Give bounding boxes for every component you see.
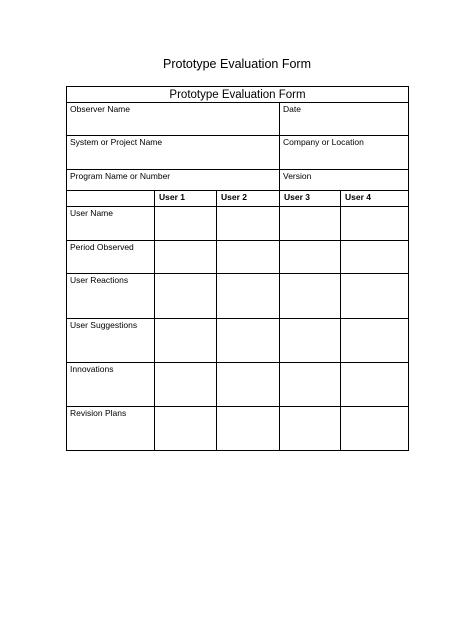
form-title: Prototype Evaluation Form: [169, 89, 306, 101]
system-project-name-field[interactable]: [67, 135, 279, 150]
row-label-period-observed: Period Observed: [70, 242, 134, 252]
company-location-label: Company or Location: [283, 137, 364, 147]
observer-name-field[interactable]: [67, 102, 279, 117]
divider: [154, 190, 155, 450]
user-3-header: User 3: [284, 192, 310, 202]
company-location-field[interactable]: [280, 135, 408, 150]
row-label-user-suggestions: User Suggestions: [70, 320, 138, 330]
user-4-header: User 4: [345, 192, 371, 202]
user-1-header: User 1: [159, 192, 185, 202]
divider: [279, 190, 280, 450]
row-label-user-reactions: User Reactions: [70, 275, 129, 285]
version-label: Version: [283, 171, 312, 181]
date-field[interactable]: [280, 102, 408, 117]
divider: [216, 190, 217, 450]
observer-name-label: Observer Name: [70, 104, 130, 114]
row-label-user-name: User Name: [70, 208, 113, 218]
user-2-header: User 2: [221, 192, 247, 202]
program-name-number-field[interactable]: [67, 169, 279, 184]
version-field[interactable]: [280, 169, 408, 184]
row-label-revision-plans: Revision Plans: [70, 408, 127, 418]
system-project-name-label: System or Project Name: [70, 137, 163, 147]
divider: [340, 190, 341, 450]
program-name-number-label: Program Name or Number: [70, 171, 171, 181]
date-label: Date: [283, 104, 301, 114]
evaluation-form-table: [66, 86, 409, 451]
row-label-innovations: Innovations: [70, 364, 114, 374]
page-title: Prototype Evaluation Form: [163, 57, 311, 71]
